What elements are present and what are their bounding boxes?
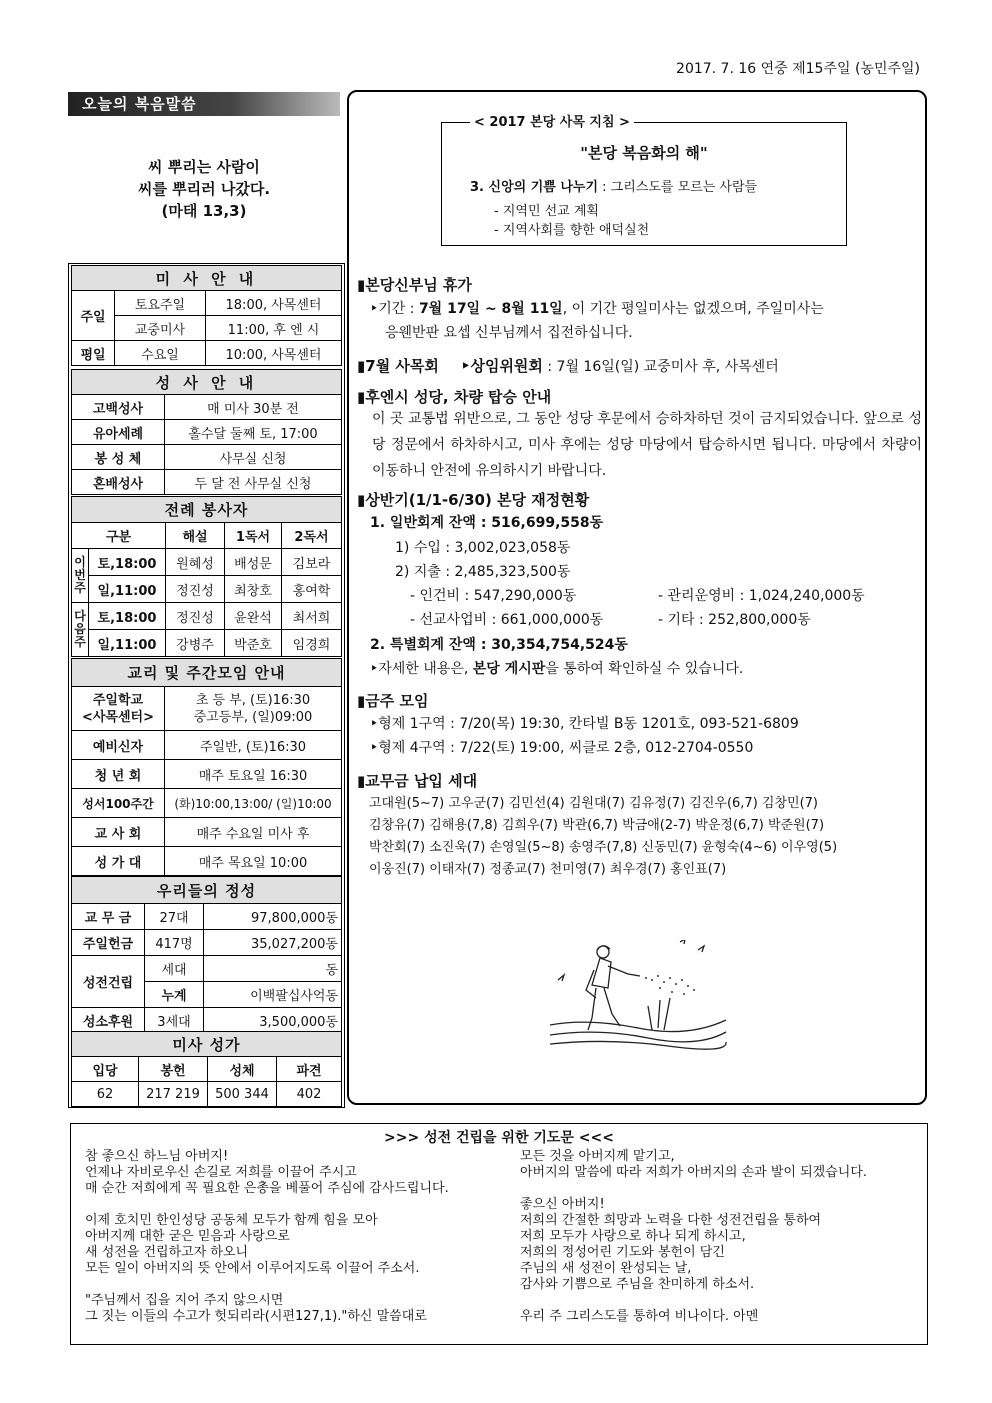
- liturgy-table: [71, 496, 342, 657]
- prayer-line: [85, 1277, 449, 1293]
- liturgy-header: 2독서: [282, 523, 342, 549]
- sacrament-table: [71, 369, 342, 495]
- liturgy-slot: 일,11:00: [89, 576, 166, 603]
- offering-count: 417명: [145, 930, 204, 956]
- meeting-name: 청 년 회: [72, 760, 165, 789]
- weekday-label: 평일: [72, 341, 115, 366]
- sacrament-name: 혼배성사: [72, 470, 165, 495]
- liturgy-commentator: 원혜성: [166, 549, 225, 576]
- guideline-item-bold: 3. 신앙의 기쁨 나누기: [470, 180, 599, 195]
- donor-heading: ▮교무금 납입 세대: [357, 772, 478, 790]
- offering-name: 성소후원: [72, 1008, 145, 1034]
- sacrament-value: 홀수달 둘째 토, 17:00: [165, 420, 342, 445]
- offering-sub: 세대: [145, 956, 204, 982]
- sunday-school-place: <사목센터>: [81, 709, 155, 725]
- vacation-dates: 7월 17일 ~ 8월 11일: [418, 301, 563, 317]
- meeting-name: 성서100주간: [72, 789, 165, 818]
- gospel-banner-label: 오늘의 복음말씀: [82, 95, 197, 113]
- liturgy-header: 1독서: [225, 523, 282, 549]
- liturgy-header: 해설: [166, 523, 225, 549]
- offerings-title: 우리들의 정성: [72, 877, 342, 904]
- mass-name: 수요일: [115, 341, 206, 366]
- donor-line: 김창유(7) 김해용(7,8) 김희우(7) 박관(6,7) 박금애(2-7) 박운정(6,7) 박준원(7): [369, 818, 825, 833]
- mass-time: 11:00, 후 엔 시: [206, 316, 342, 341]
- hymn-number: 217 219: [139, 1082, 208, 1107]
- finance-operation: - 관리운영비 : 1,024,240,000동: [658, 588, 865, 604]
- gospel-verse: [68, 156, 340, 222]
- prayer-line: [520, 1293, 867, 1309]
- finance-income: 1) 수입 : 3,002,023,058동: [395, 540, 571, 556]
- liturgy-reader-1: 배성문: [225, 549, 282, 576]
- mass-time: 18:00, 사목센터: [206, 291, 342, 316]
- offering-sub: 누계: [145, 982, 204, 1008]
- donor-line: 이웅진(7) 이태자(7) 정종교(7) 천미영(7) 최우경(7) 홍인표(7): [369, 862, 727, 877]
- council-heading: [357, 355, 779, 376]
- prayer-line: 언제나 자비로우신 손길로 저희를 이끌어 주시고: [85, 1165, 357, 1180]
- finance-note-c: 을 통하여 확인하실 수 있습니다.: [545, 661, 744, 677]
- meeting-time: 매주 수요일 미사 후: [165, 818, 342, 847]
- liturgy-title: 전례 봉사자: [72, 497, 342, 523]
- mass-name: 토요주일: [115, 291, 206, 316]
- vacation-line-2: 응웬반판 요셉 신부님께서 집전하십니다.: [385, 325, 633, 341]
- hymn-header: 입당: [72, 1057, 139, 1082]
- meeting-name: 교 사 회: [72, 818, 165, 847]
- meeting-time: 매주 목요일 10:00: [165, 847, 342, 876]
- council-title: ▮7월 사목회: [357, 357, 439, 375]
- this-week-label: 이번주: [72, 549, 89, 603]
- hymn-number: 62: [72, 1082, 139, 1107]
- next-week-label: 다음주: [72, 603, 89, 657]
- meeting-time: 매주 토요일 16:30: [165, 760, 342, 789]
- parking-text: 이 곳 교통법 위반으로, 그 동안 성당 후문에서 승하차하던 것이 금지되었습니다. 앞으로 성당 정문에서 하차하시고, 미사 후에는 성당 마당에서 탑승하시면 됩니다. 마당에서 차량이 이동하니 안전에 유의하시기 바랍니다.: [372, 411, 922, 479]
- prayer-line: 저희의 간절한 희망과 노력을 다한 성전건립을 통하여: [520, 1213, 822, 1228]
- prayer-line: 감사와 기쁨으로 주님을 찬미하게 하소서.: [520, 1277, 755, 1292]
- vacation-line-1-rest: , 이 기간 평일미사는 없겠으며, 주일미사는: [562, 301, 824, 317]
- liturgy-reader-1: 박준호: [225, 630, 282, 657]
- sunday-school-times: [165, 687, 342, 731]
- mass-time: 10:00, 사목센터: [206, 341, 342, 366]
- donor-line: 고대원(5~7) 고우군(7) 김민선(4) 김원대(7) 김유정(7) 김진우(6,7) 김창민(7): [369, 796, 818, 811]
- prayer-line: 참 좋으신 하느님 아버지!: [85, 1149, 229, 1164]
- finance-mission: - 선교사업비 : 661,000,000동: [410, 612, 604, 628]
- prayer-line: 모든 것을 아버지께 맡기고,: [520, 1149, 675, 1164]
- offering-amount: 35,027,200동: [204, 930, 342, 956]
- catechism-table: [71, 658, 342, 876]
- liturgy-slot: 토,18:00: [89, 549, 166, 576]
- guideline-sub-2: - 지역사회를 향한 애덕실천: [494, 223, 650, 238]
- finance-note: [370, 656, 743, 682]
- prayer-line: 아버지께 대한 굳은 믿음과 사랑으로: [85, 1229, 290, 1244]
- council-sub: ‣상임위원회: [460, 357, 543, 375]
- offering-amount: 97,800,000동: [204, 904, 342, 930]
- meeting-name: 예비신자: [72, 731, 165, 760]
- liturgy-reader-1: 윤완석: [225, 603, 282, 630]
- finance-special: 2. 특별회계 잔액 : 30,354,754,524동: [370, 637, 628, 653]
- gospel-line-2: 씨를 뿌리러 나갔다.: [137, 180, 271, 198]
- offering-name: 주일헌금: [72, 930, 145, 956]
- offering-name: 성전건립: [72, 956, 145, 1008]
- offering-count: 27대: [145, 904, 204, 930]
- liturgy-commentator: 강병주: [166, 630, 225, 657]
- prayer-title: >>> 성전 건립을 위한 기도문 <<<: [384, 1130, 614, 1146]
- liturgy-slot: 일,11:00: [89, 630, 166, 657]
- hymn-header: 성체: [208, 1057, 277, 1082]
- sunday-school-name: [72, 687, 165, 731]
- catechism-title: 교리 및 주간모임 안내: [72, 659, 342, 687]
- prayer-line: [520, 1181, 867, 1197]
- meeting-district-1: ‣형제 1구역 : 7/20(목) 19:30, 칸타빌 B동 1201호, 093-521-6809: [370, 716, 799, 732]
- prayer-line: 우리 주 그리스도를 통하여 비나이다. 아멘: [520, 1309, 759, 1324]
- offerings-table: [71, 876, 342, 1034]
- sunday-school-label: 주일학교: [92, 692, 144, 708]
- sacrament-value: 두 달 전 사무실 신청: [165, 470, 342, 495]
- donor-list: [369, 793, 919, 881]
- liturgy-reader-2: 홍여학: [282, 576, 342, 603]
- liturgy-header: 구분: [72, 523, 166, 549]
- prayer-line: 주님의 새 성전이 완성되는 날,: [520, 1261, 692, 1276]
- sacrament-title: 성 사 안 내: [72, 370, 342, 395]
- prayer-line: [85, 1197, 449, 1213]
- meeting-time: 주일반, (토)16:30: [165, 731, 342, 760]
- prayer-line: 새 성전을 건립하고자 하오니: [85, 1245, 249, 1260]
- sacrament-value: 매 미사 30분 전: [165, 395, 342, 420]
- hymn-header: 봉헌: [139, 1057, 208, 1082]
- guideline-title: < 2017 본당 사목 지침 >: [470, 111, 634, 130]
- prayer-line: 좋으신 아버지!: [520, 1197, 605, 1212]
- vacation-line-1: [370, 296, 824, 322]
- liturgy-reader-2: 최서희: [282, 603, 342, 630]
- council-text: : 7월 16일(일) 교중미사 후, 사목센터: [542, 359, 779, 375]
- guideline-item: [470, 176, 757, 195]
- sacrament-value: 사무실 신청: [165, 445, 342, 470]
- mass-name: 교중미사: [115, 316, 206, 341]
- hymns-title: 미사 성가: [72, 1032, 342, 1057]
- liturgy-commentator: 정진성: [166, 603, 225, 630]
- sacrament-name: 유아세례: [72, 420, 165, 445]
- finance-note-board: 본당 게시판: [472, 661, 546, 677]
- guideline-motto: "본당 복음화의 해": [580, 144, 708, 162]
- hymns-table: [71, 1031, 342, 1107]
- prayer-line: "주님께서 집을 지어 주지 않으시면: [85, 1293, 284, 1308]
- sacrament-name: 고백성사: [72, 395, 165, 420]
- parking-heading: ▮후엔시 성당, 차량 탑승 안내: [357, 388, 552, 406]
- finance-expense: 2) 지출 : 2,485,323,500동: [395, 564, 571, 580]
- elementary-time: 초 등 부, (토)16:30: [195, 692, 311, 708]
- meeting-district-4: ‣형제 4구역 : 7/22(토) 19:00, 씨클로 2층, 012-2704-0550: [370, 740, 754, 756]
- offering-amount: 동: [204, 956, 342, 982]
- prayer-line: 이제 호치민 한인성당 공동체 모두가 함께 힘을 모아: [85, 1213, 378, 1228]
- offering-name: 교 무 금: [72, 904, 145, 930]
- meeting-name: 성 가 대: [72, 847, 165, 876]
- offering-amount: 이백팔십사억동: [204, 982, 342, 1008]
- liturgy-reader-2: 김보라: [282, 549, 342, 576]
- mass-info-table: [71, 265, 342, 366]
- sunday-label: 주일: [72, 291, 115, 341]
- bulletin-date: 2017. 7. 16 연중 제15주일 (농민주일): [676, 61, 920, 77]
- prayer-line: 저희 모두가 사랑으로 하나 되게 하시고,: [520, 1229, 746, 1244]
- finance-general: 1. 일반회계 잔액 : 516,699,558동: [370, 515, 604, 531]
- sower-illustration: [548, 940, 728, 1050]
- vacation-period-label: ‣기간 :: [370, 301, 419, 317]
- prayer-right: [520, 1149, 867, 1325]
- prayer-left: [85, 1149, 449, 1325]
- mass-info-title: 미 사 안 내: [72, 266, 342, 291]
- gospel-line-1: 씨 뿌리는 사람이: [148, 158, 260, 176]
- guideline-sub-1: - 지역민 선교 계획: [494, 204, 599, 219]
- liturgy-commentator: 정진성: [166, 576, 225, 603]
- prayer-line: 모든 일이 아버지의 뜻 안에서 이루어지도록 이끌어 주소서.: [85, 1261, 420, 1276]
- offering-count: 3세대: [145, 1008, 204, 1034]
- finance-heading: ▮상반기(1/1-6/30) 본당 재정현황: [357, 491, 590, 509]
- hymn-header: 파견: [277, 1057, 342, 1082]
- finance-other: - 기타 : 252,800,000동: [658, 612, 811, 628]
- prayer-line: 아버지의 말씀에 따라 저희가 아버지의 손과 발이 되겠습니다.: [520, 1165, 868, 1180]
- liturgy-reader-1: 최창호: [225, 576, 282, 603]
- vacation-heading: ▮본당신부님 휴가: [357, 276, 472, 294]
- hymn-number: 402: [277, 1082, 342, 1107]
- secondary-time: 중고등부, (일)09:00: [193, 709, 313, 725]
- prayer-line: 저희의 정성어린 기도와 봉헌이 담긴: [520, 1245, 725, 1260]
- offering-amount: 3,500,000동: [204, 1008, 342, 1034]
- gospel-banner: [68, 92, 340, 116]
- meeting-heading: ▮금주 모임: [357, 692, 429, 710]
- liturgy-reader-2: 임경희: [282, 630, 342, 657]
- hymn-number: 500 344: [208, 1082, 277, 1107]
- prayer-line: 매 순간 저희에게 꼭 필요한 은총을 베풀어 주심에 감사드립니다.: [85, 1181, 449, 1196]
- meeting-time: (화)10:00,13:00/ (일)10:00: [165, 789, 342, 818]
- liturgy-slot: 토,18:00: [89, 603, 166, 630]
- prayer-line: 그 짓는 이들의 수고가 헛되리라(시편127,1)."하신 말씀대로: [85, 1309, 427, 1324]
- finance-note-a: ‣자세한 내용은,: [370, 661, 473, 677]
- guideline-item-rest: : 그리스도를 모르는 사람들: [598, 180, 758, 195]
- donor-line: 박찬회(7) 소진욱(7) 손영일(5~8) 송영주(7,8) 신동민(7) 윤형숙(4~6) 이우영(5): [369, 840, 838, 855]
- finance-labor: - 인건비 : 547,290,000동: [410, 588, 577, 604]
- gospel-line-3: (마태 13,3): [161, 202, 247, 220]
- sacrament-name: 봉 성 체: [72, 445, 165, 470]
